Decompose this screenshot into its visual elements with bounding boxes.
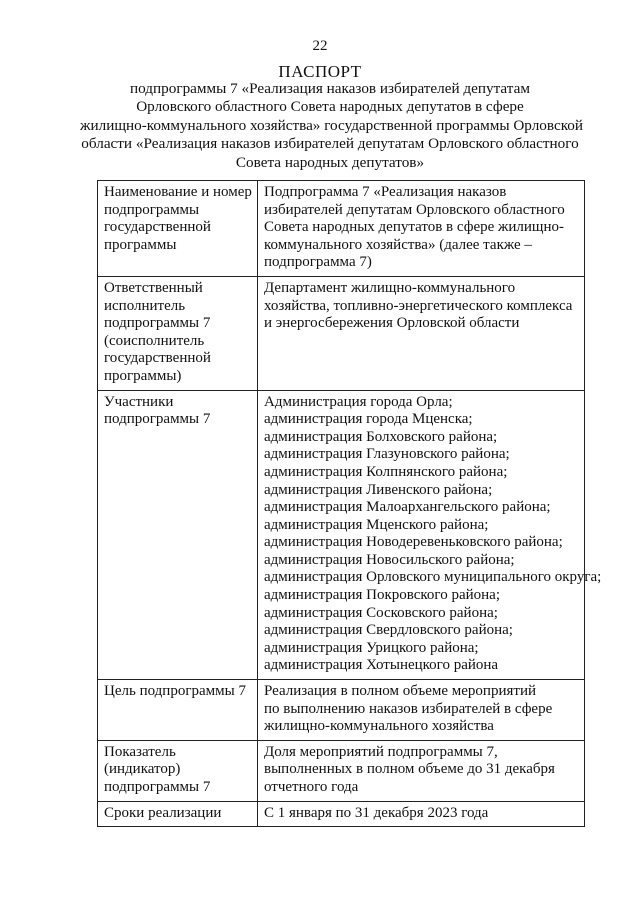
table-row: [98, 680, 585, 741]
value-line: администрация Глазуновского района;: [264, 446, 510, 463]
value-line: по выполнению наказов избирателей в сфере: [264, 700, 553, 717]
value-line: администрация города Мценска;: [264, 411, 473, 428]
value-line: администрация Ливенского района;: [264, 481, 493, 498]
value-line: администрация Сосковского района;: [264, 604, 498, 621]
row-goal-value: [258, 680, 585, 741]
passport-table: [97, 180, 602, 827]
subtitle-line: Орловского областного Совета народных депутатов в сфере: [136, 98, 524, 116]
label-line: государственной: [104, 350, 211, 367]
row-indicator-value: [258, 740, 585, 801]
value-line: администрация Орловского муниципального округа;: [264, 569, 602, 586]
row-name-value: [258, 181, 585, 277]
value-line: С 1 января по 31 декабря 2023 года: [264, 804, 489, 821]
row-terms-label: [98, 801, 258, 827]
label-line: подпрограммы 7: [104, 315, 211, 332]
value-line: избирателей депутатам Орловского областного: [264, 201, 565, 218]
subtitle-line: Совета народных депутатов»: [235, 153, 425, 171]
row-indicator-label: [98, 740, 258, 801]
subtitle-line: подпрограммы 7 «Реализация наказов избирателей депутатам: [130, 80, 530, 97]
document-title: ПАСПОРТ: [278, 62, 362, 81]
row-name-label: [98, 181, 258, 277]
value-line: выполненных в полном объеме до 31 декабря: [264, 761, 555, 778]
page-number: 22: [312, 38, 328, 54]
value-line: Подпрограмма 7 «Реализация наказов: [264, 184, 507, 200]
subtitle-line: области «Реализация наказов избирателей депутатам Орловского областного: [81, 135, 579, 153]
label-line: исполнитель: [104, 297, 186, 314]
label-line: подпрограммы: [104, 201, 200, 218]
label-line: Сроки реализации: [104, 804, 222, 821]
row-responsible-label: [98, 276, 258, 390]
label-line: Участники: [104, 393, 174, 410]
label-line: подпрограммы 7: [104, 411, 211, 428]
label-line: программы: [104, 236, 177, 253]
value-line: жилищно-коммунального хозяйства: [264, 718, 494, 735]
value-line: отчетного года: [264, 779, 359, 795]
table-row: [98, 740, 585, 801]
value-line: администрация Урицкого района;: [264, 639, 479, 656]
value-line: Администрация города Орла;: [264, 393, 453, 410]
label-line: Показатель: [104, 743, 176, 760]
table-row: [98, 390, 585, 680]
value-line: Доля мероприятий подпрограммы 7,: [264, 743, 498, 760]
value-line: администрация Колпнянского района;: [264, 463, 508, 480]
value-line: Департамент жилищно-коммунального: [264, 279, 516, 296]
document-subtitle: [80, 80, 584, 172]
table-row: [98, 276, 585, 390]
row-goal-label: [98, 680, 258, 741]
value-line: администрация Хотынецкого района: [264, 657, 499, 674]
label-line: (соисполнитель: [104, 332, 205, 349]
value-line: коммунального хозяйства» (далее также –: [264, 236, 532, 253]
label-line: государственной: [104, 219, 211, 236]
value-line: администрация Свердловского района;: [264, 622, 513, 639]
label-line: (индикатор): [104, 761, 181, 778]
table-row: [98, 181, 585, 277]
value-line: администрация Новодеревеньковского района;: [264, 534, 563, 551]
row-participants-value: [258, 390, 602, 680]
row-responsible-value: [258, 276, 585, 390]
value-line: администрация Малоархангельского района;: [264, 499, 551, 516]
value-line: администрация Новосильского района;: [264, 551, 515, 568]
value-line: администрация Мценского района;: [264, 516, 489, 533]
value-line: администрация Покровского района;: [264, 587, 500, 604]
value-line: администрация Болховского района;: [264, 428, 498, 445]
row-terms-value: [258, 801, 585, 827]
value-line: подпрограмма 7): [264, 254, 372, 271]
value-line: Совета народных депутатов в сфере жилищно-: [264, 219, 564, 236]
label-line: Цель подпрограммы 7: [104, 683, 246, 700]
label-line: Ответственный: [104, 279, 203, 296]
value-line: Реализация в полном объеме мероприятий: [264, 683, 536, 700]
label-line: подпрограммы 7: [104, 779, 211, 795]
label-line: программы): [104, 367, 182, 384]
subtitle-line: жилищно-коммунального хозяйства» государственной программы Орловской: [80, 116, 584, 134]
table-row: [98, 801, 585, 827]
row-participants-label: [98, 390, 258, 680]
value-line: хозяйства, топливно-энергетического комплекса: [264, 297, 573, 314]
value-line: и энергосбережения Орловской области: [264, 315, 520, 332]
label-line: Наименование и номер: [104, 184, 252, 200]
